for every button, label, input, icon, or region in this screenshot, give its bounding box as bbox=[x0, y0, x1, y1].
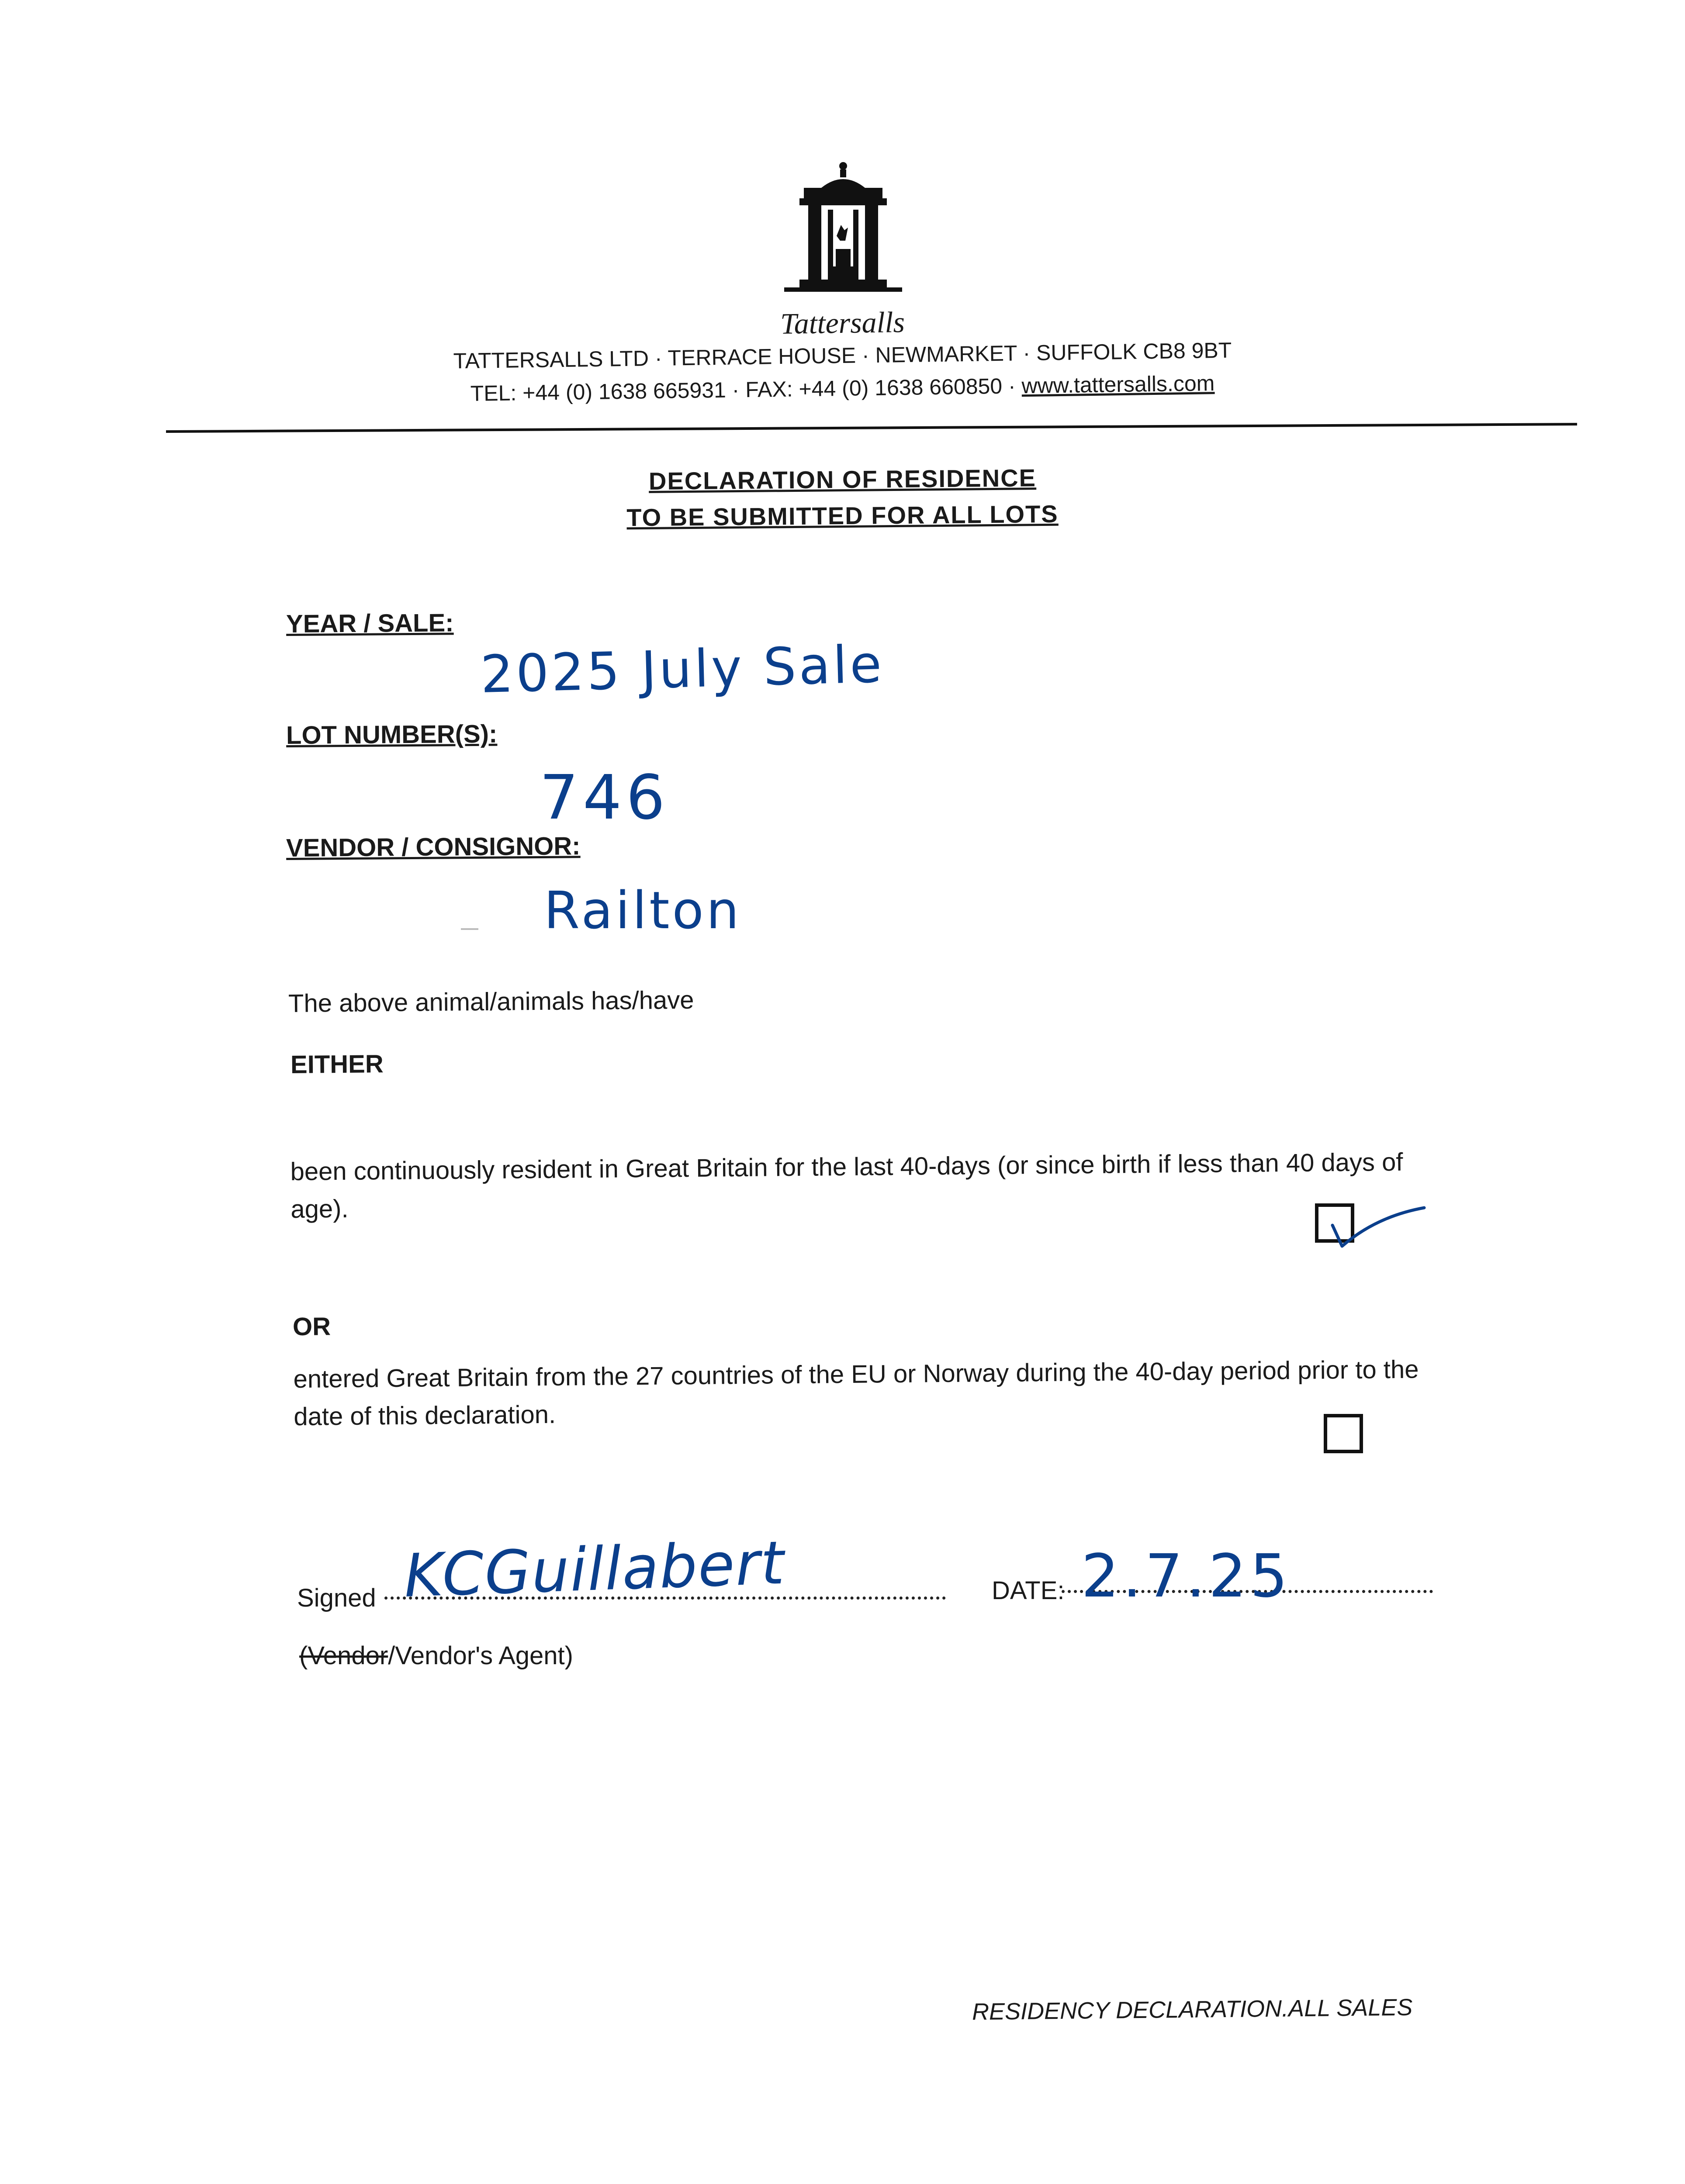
year-sale-value[interactable]: 2025 July Sale bbox=[480, 633, 885, 705]
stray-mark bbox=[461, 928, 478, 930]
checkmark-icon bbox=[1315, 1195, 1429, 1256]
lot-numbers-value[interactable]: 746 bbox=[540, 762, 670, 833]
signed-label: Signed bbox=[297, 1584, 376, 1612]
website-link[interactable]: www.tattersalls.com bbox=[1021, 371, 1215, 398]
header-divider bbox=[166, 423, 1577, 433]
vendor-value[interactable]: Railton bbox=[544, 880, 742, 940]
form-subtitle: TO BE SUBMITTED FOR ALL LOTS bbox=[626, 500, 1059, 532]
vendor-label: VENDOR / CONSIGNOR: bbox=[286, 832, 581, 862]
or-label: OR bbox=[292, 1312, 331, 1341]
company-address: TATTERSALLS LTD · TERRACE HOUSE · NEWMARKET · SUFFOLK CB8 9BT bbox=[453, 338, 1232, 373]
form-title: DECLARATION OF RESIDENCE bbox=[648, 464, 1037, 495]
option-resident-text: been continuously resident in Great Britain for the last 40-days (or since birth if less than 40 days of age). bbox=[290, 1147, 1403, 1223]
date-value[interactable]: 2.7.25 bbox=[1081, 1542, 1291, 1611]
role-vendor-struck: (Vendor bbox=[299, 1641, 388, 1670]
year-sale-label: YEAR / SALE: bbox=[286, 608, 454, 638]
date-label: DATE: bbox=[992, 1576, 1065, 1605]
lot-numbers-label: LOT NUMBER(S): bbox=[286, 719, 498, 750]
form-footer: RESIDENCY DECLARATION.ALL SALES bbox=[972, 1994, 1413, 2025]
intro-text: The above animal/animals has/have bbox=[288, 985, 694, 1018]
signer-role bbox=[299, 1641, 573, 1670]
brand-name: Tattersalls bbox=[780, 305, 905, 340]
option-entered-text: entered Great Britain from the 27 countries of the EU or Norway during the 40-day period prior to the date of this declaration. bbox=[293, 1355, 1419, 1431]
signature-value[interactable]: KCGuillabert bbox=[403, 1528, 786, 1611]
option-entered-checkbox[interactable] bbox=[1324, 1414, 1363, 1453]
tattersalls-logo bbox=[780, 162, 907, 306]
either-label: EITHER bbox=[290, 1050, 384, 1079]
role-vendor-agent: /Vendor's Agent) bbox=[388, 1641, 573, 1670]
contact-phone-fax: TEL: +44 (0) 1638 665931 · FAX: +44 (0) 1638 660850 · bbox=[470, 373, 1022, 406]
